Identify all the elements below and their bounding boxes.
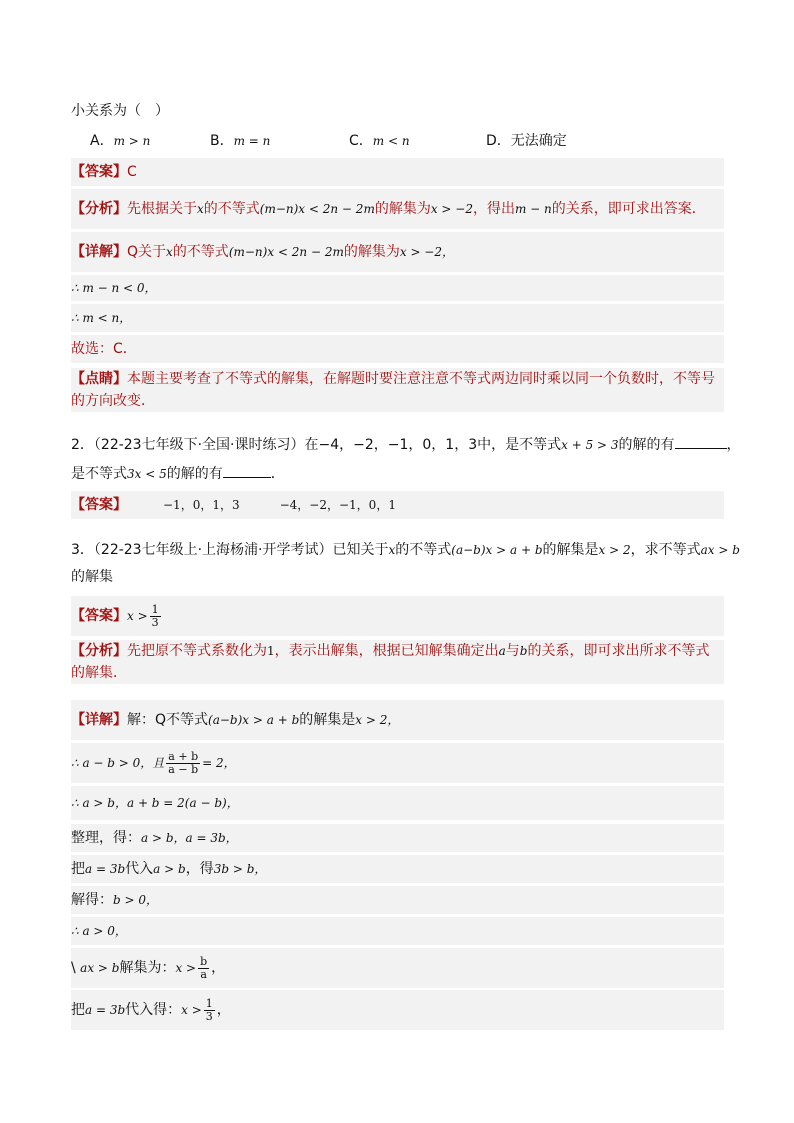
q2-stem-line1: 2．（22-23七年级下·全国·课时练习）在−4，−2，−1，0，1，3中，是不等式x + 5 > 3的解的有 ， xyxy=(71,434,724,455)
q1-option-d: D．无法确定 xyxy=(486,133,567,149)
q3-step7-fraction: $\frac{b}{a}$ xyxy=(200,954,208,981)
q1-step-1: ∴ m − n < 0， xyxy=(71,275,724,301)
q3-step-8: 把a = 3b代入得：x > $\frac{1}{3}$ ， xyxy=(71,990,724,1030)
q3-step-5: 解得：b > 0， xyxy=(71,886,724,914)
q1-option-a: A．m > n xyxy=(90,133,151,149)
q3-analysis: 【分析】先把原不等式系数化为1，表示出解集，根据已知解集确定出a与b的关系，即可求出所求不等式 的解集． xyxy=(71,640,724,684)
q1-stem-tail: 小关系为（ ） xyxy=(71,103,169,119)
q1-option-b: B．m = n xyxy=(210,133,271,149)
q1-choice: 故选：C． xyxy=(71,335,724,363)
q3-step-4: 把a = 3b代入a > b，得3b > b， xyxy=(71,855,724,883)
q1-answer: 【答案】C xyxy=(71,158,724,186)
q1-comment: 【点睛】本题主要考查了不等式的解集，在解题时要注意注意不等式两边同时乘以同一个负数时，不等号 的方向改变． xyxy=(71,368,724,412)
q1-step-2: ∴ m < n， xyxy=(71,304,724,332)
q1-analysis: 【分析】先根据关于x的不等式(m−n)x < 2n − 2m的解集为x > −2，得出m − n的关系，即可求出答案． xyxy=(71,189,724,229)
q3-step-2: ∴ a > b，a + b = 2(a − b)， xyxy=(71,786,724,820)
q3-detail: 【详解】解：Q不等式(a−b)x > a + b的解集是x > 2， xyxy=(71,700,724,740)
q3-step-1: ∴ a − b > 0，且 $\frac{a + b}{a - b}$ = 2， xyxy=(71,743,724,783)
q3-step-7: \ ax > b解集为：x > $\frac{b}{a}$ ， xyxy=(71,948,724,988)
q2-blank-2[interactable] xyxy=(223,463,271,478)
q2-stem-line2: 是不等式3x < 5的解的有 ． xyxy=(71,463,724,484)
q3-step-6: ∴ a > 0， xyxy=(71,917,724,945)
q3-stem-line1: 3．（22-23七年级上·上海杨浦·开学考试）已知关于x的不等式(a−b)x > a + b的解集是x > 2，求不等式ax > b xyxy=(71,542,740,558)
q3-answer-fraction: $\frac{1}{3}$ xyxy=(151,602,159,629)
q2-answer: 【答案】 −1，0，1，3 −4，−2，−1，0，1 xyxy=(71,491,724,519)
q3-step8-fraction: $\frac{1}{3}$ xyxy=(205,996,213,1023)
q3-answer: 【答案】x > $\frac{1}{3}$ xyxy=(71,596,724,636)
q3-step-3: 整理，得：a > b，a = 3b， xyxy=(71,824,724,852)
q1-option-c: C．m < n xyxy=(349,133,410,149)
q2-blank-1[interactable] xyxy=(675,434,727,449)
q3-step1-fraction: $\frac{a + b}{a - b}$ xyxy=(168,749,199,776)
q3-stem-line2: 的解集 xyxy=(71,569,113,585)
q1-detail: 【详解】Q关于x的不等式(m−n)x < 2n − 2m的解集为x > −2， xyxy=(71,232,724,272)
